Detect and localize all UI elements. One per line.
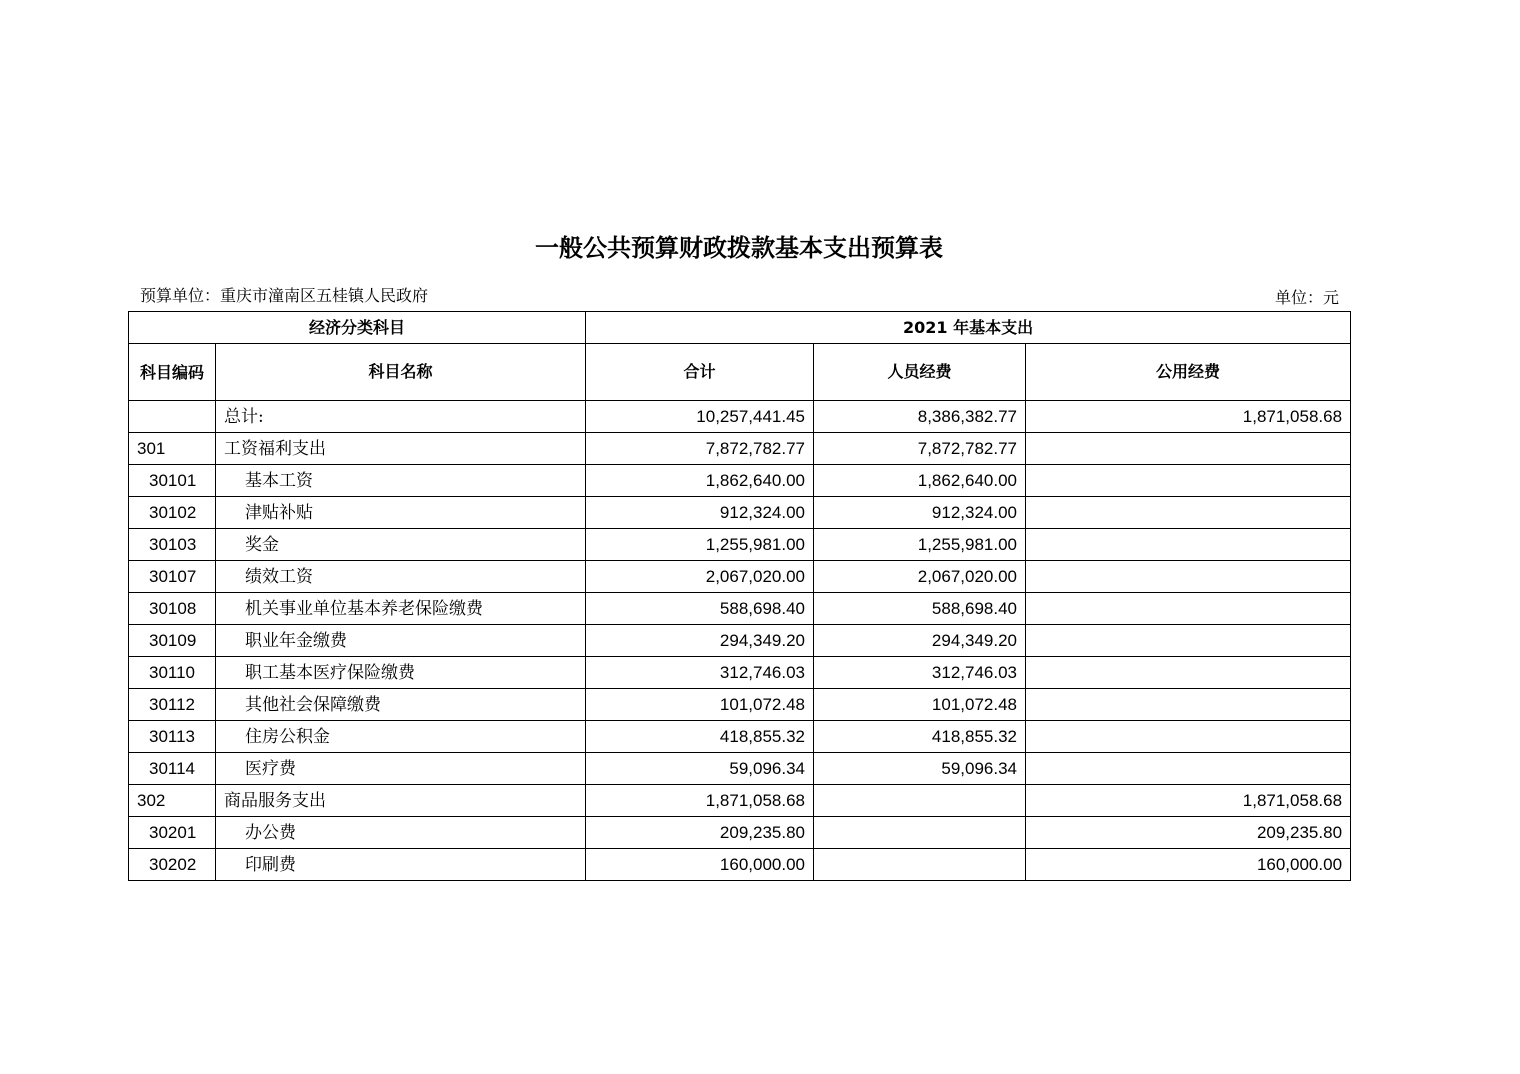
cell-personnel: 294,349.20 [814,625,1026,657]
table-row [129,817,1351,849]
cell-personnel [814,817,1026,849]
cell-name: 工资福利支出 [216,433,586,465]
cell-public [1026,433,1351,465]
cell-name: 商品服务支出 [216,785,586,817]
table-header [129,312,1351,401]
cell-name: 绩效工资 [216,561,586,593]
cell-total: 2,067,020.00 [586,561,814,593]
cell-name: 津贴补贴 [216,497,586,529]
cell-personnel: 1,862,640.00 [814,465,1026,497]
cell-total: 418,855.32 [586,721,814,753]
table-row [129,721,1351,753]
cell-public [1026,561,1351,593]
cell-name: 医疗费 [216,753,586,785]
cell-personnel: 912,324.00 [814,497,1026,529]
cell-personnel: 312,746.03 [814,657,1026,689]
table-row [129,753,1351,785]
table-row [129,465,1351,497]
cell-code: 30108 [129,593,216,625]
cell-public [1026,529,1351,561]
table-body [129,401,1351,881]
cell-name: 基本工资 [216,465,586,497]
cell-personnel: 418,855.32 [814,721,1026,753]
cell-name: 总计: [216,401,586,433]
cell-personnel: 101,072.48 [814,689,1026,721]
cell-code: 30110 [129,657,216,689]
cell-total: 588,698.40 [586,593,814,625]
header-name: 科目名称 [216,344,586,401]
cell-code: 301 [129,433,216,465]
table-row [129,657,1351,689]
cell-public [1026,657,1351,689]
cell-code: 30202 [129,849,216,881]
cell-personnel: 8,386,382.77 [814,401,1026,433]
cell-name: 住房公积金 [216,721,586,753]
cell-name: 印刷费 [216,849,586,881]
cell-total: 101,072.48 [586,689,814,721]
cell-total: 1,862,640.00 [586,465,814,497]
cell-total: 312,746.03 [586,657,814,689]
cell-code: 30102 [129,497,216,529]
cell-personnel: 59,096.34 [814,753,1026,785]
cell-personnel [814,849,1026,881]
cell-code: 30101 [129,465,216,497]
column-header-row [129,344,1351,401]
cell-total: 1,255,981.00 [586,529,814,561]
table-row [129,785,1351,817]
table-row [129,593,1351,625]
cell-personnel: 1,255,981.00 [814,529,1026,561]
cell-code: 30114 [129,753,216,785]
cell-total: 209,235.80 [586,817,814,849]
cell-name: 职业年金缴费 [216,625,586,657]
cell-public [1026,593,1351,625]
cell-public [1026,689,1351,721]
cell-code: 302 [129,785,216,817]
header-personnel: 人员经费 [814,344,1026,401]
cell-personnel: 588,698.40 [814,593,1026,625]
cell-public [1026,753,1351,785]
cell-public: 1,871,058.68 [1026,785,1351,817]
cell-total: 160,000.00 [586,849,814,881]
budget-table [128,311,1351,881]
currency-unit-label: 单位：元 [1274,288,1339,307]
cell-total: 1,871,058.68 [586,785,814,817]
header-econ-class: 经济分类科目 [129,312,586,344]
cell-public: 1,871,058.68 [1026,401,1351,433]
cell-code: 30112 [129,689,216,721]
table-row [129,401,1351,433]
cell-name: 奖金 [216,529,586,561]
cell-total: 10,257,441.45 [586,401,814,433]
cell-code: 30201 [129,817,216,849]
page-title: 一般公共预算财政拨款基本支出预算表 [535,233,943,262]
header-code: 科目编码 [129,344,216,401]
cell-public [1026,625,1351,657]
header-public: 公用经费 [1026,344,1351,401]
table-row [129,497,1351,529]
table-row [129,433,1351,465]
cell-public [1026,721,1351,753]
cell-name: 办公费 [216,817,586,849]
cell-personnel: 7,872,782.77 [814,433,1026,465]
cell-total: 59,096.34 [586,753,814,785]
group-header-row [129,312,1351,344]
budget-unit-label: 预算单位：重庆市潼南区五桂镇人民政府 [140,286,429,305]
cell-total: 7,872,782.77 [586,433,814,465]
cell-name: 职工基本医疗保险缴费 [216,657,586,689]
cell-code: 30109 [129,625,216,657]
cell-public [1026,465,1351,497]
cell-code: 30103 [129,529,216,561]
table-row [129,529,1351,561]
cell-total: 294,349.20 [586,625,814,657]
cell-name: 机关事业单位基本养老保险缴费 [216,593,586,625]
cell-public: 209,235.80 [1026,817,1351,849]
cell-personnel [814,785,1026,817]
cell-code: 30113 [129,721,216,753]
table-row [129,625,1351,657]
table-row [129,689,1351,721]
cell-public [1026,497,1351,529]
cell-name: 其他社会保障缴费 [216,689,586,721]
header-total: 合计 [586,344,814,401]
table-row [129,849,1351,881]
cell-code: 30107 [129,561,216,593]
header-year-expense: 2021 年基本支出 [586,312,1351,344]
table-row [129,561,1351,593]
cell-public: 160,000.00 [1026,849,1351,881]
cell-personnel: 2,067,020.00 [814,561,1026,593]
cell-total: 912,324.00 [586,497,814,529]
cell-code [129,401,216,433]
